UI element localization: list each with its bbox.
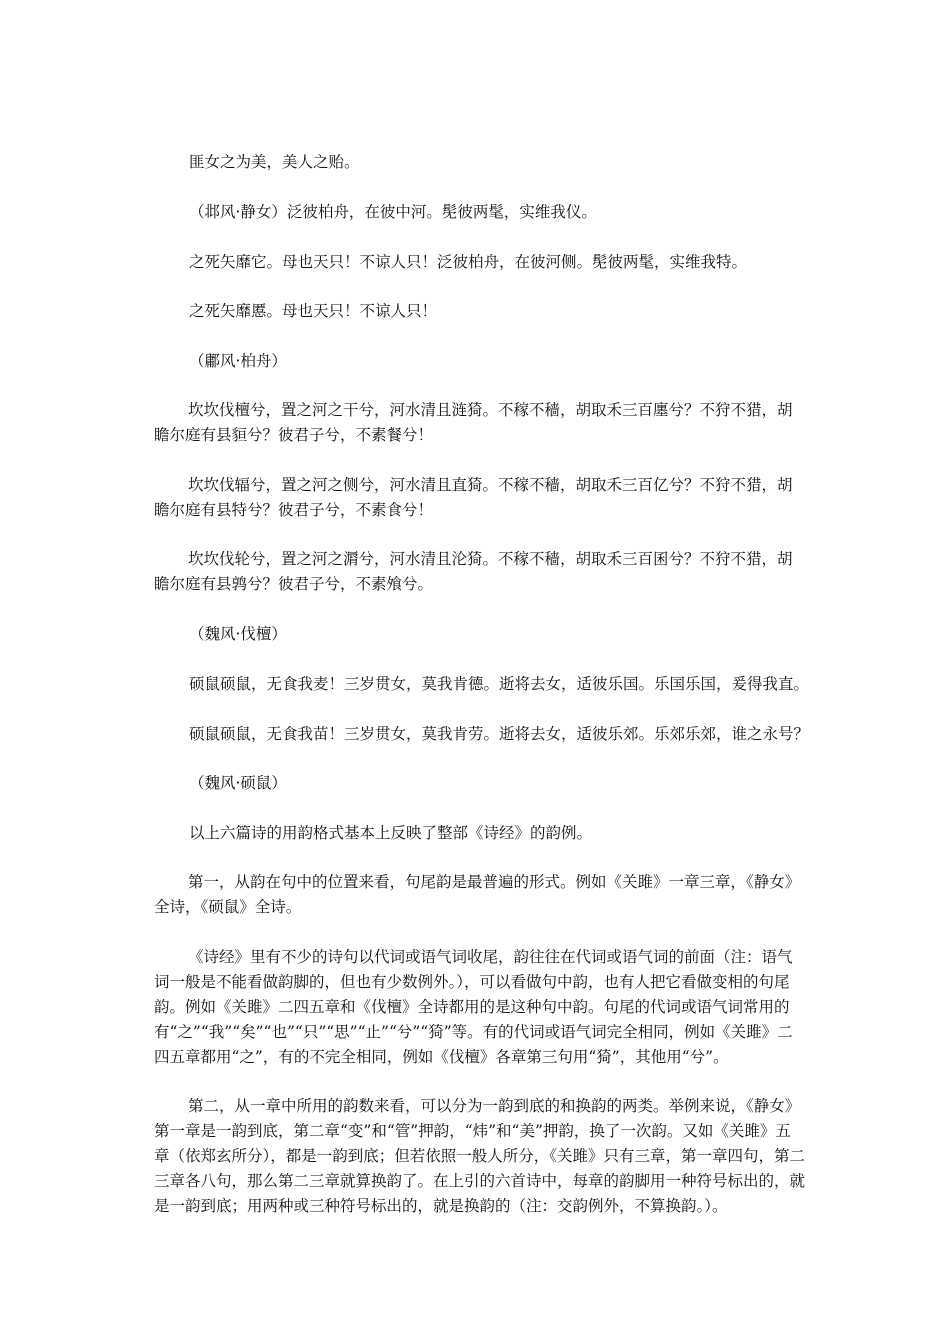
paragraph-7: 坎坎伐辐兮，置之河之侧兮，河水清且直猗。不稼不穑，胡取禾三百亿兮？不狩不猎，胡瞻尔庭有县特兮？彼君子兮，不素食兮！	[154, 476, 793, 519]
paragraph-11: 硕鼠硕鼠，无食我苗！三岁贯女，莫我肯劳。逝将去女，适彼乐郊。乐郊乐郊，谁之永号？	[189, 725, 810, 743]
paragraph-6: 坎坎伐檀兮，置之河之干兮，河水清且涟猗。不稼不穑，胡取禾三百廛兮？不狩不猎，胡瞻尔庭有县貆兮？彼君子兮，不素餐兮！	[154, 401, 793, 444]
paragraph-16: 第二，从一章中所用的韵数来看，可以分为一韵到底的和换韵的两类。举例来说，《静女》第一章是一韵到底，第二章“变”和“管”押韵，“炜”和“美”押韵，换了一次韵。又如《关雎》五章（依郑玄所分），都是一韵到底；但若依照一般人所分，《关雎》只有三章，第一章四句，第二三章各八句，那么第二三章就算换韵了。在上引的六首诗中，每章的韵脚用一种符号标出的，就是一韵到底；用两种或三种符号标出的，就是换韵的（注：交韵例外，不算换韵。）。	[154, 1097, 806, 1215]
source-caption-1: （鄘风·柏舟）	[189, 352, 287, 370]
paragraph-13: 以上六篇诗的用韵格式基本上反映了整部《诗经》的韵例。	[189, 824, 593, 842]
paragraph-1: 匪女之为美，美人之贻。	[189, 153, 360, 171]
paragraph-15: 《诗经》里有不少的诗句以代词或语气词收尾，韵往往在代词或语气词的前面（注：语气词一般是不能看做韵脚的，但也有少数例外。），可以看做句中韵，也有人把它看做变相的句尾韵。例如《关雎》二四五章和《伐檀》全诗都用的是这种句中韵。句尾的代词或语气词常用的有“之”“我”“矣”“也”“只”“思”“止”“兮”“猗”等。有的代词或语气词完全相同，例如《关雎》二四五章都用“之”，有的不完全相同，例如《伐檀》各章第三句用“猗”，其他用“兮”。	[154, 948, 793, 1066]
source-caption-3: （魏风·硕鼠）	[189, 774, 287, 792]
paragraph-2: （邶风·静女）泛彼柏舟，在彼中河。髧彼两髦，实维我仪。	[189, 203, 597, 221]
paragraph-4: 之死矢靡慝。母也天只！不谅人只！	[189, 302, 438, 320]
paragraph-8: 坎坎伐轮兮，置之河之漘兮，河水清且沦猗。不稼不穑，胡取禾三百囷兮？不狩不猎，胡瞻尔庭有县鹑兮？彼君子兮，不素飧兮。	[154, 550, 793, 593]
source-caption-2: （魏风·伐檀）	[189, 625, 287, 643]
paragraph-10: 硕鼠硕鼠，无食我麦！三岁贯女，莫我肯德。逝将去女，适彼乐国。乐国乐国，爰得我直。	[189, 675, 810, 693]
paragraph-14: 第一，从韵在句中的位置来看，句尾韵是最普遍的形式。例如《关雎》一章三章，《静女》全诗，《硕鼠》全诗。	[154, 873, 801, 916]
paragraph-3: 之死矢靡它。母也天只！不谅人只！泛彼柏舟，在彼河侧。髧彼两髦，实维我特。	[189, 253, 748, 271]
